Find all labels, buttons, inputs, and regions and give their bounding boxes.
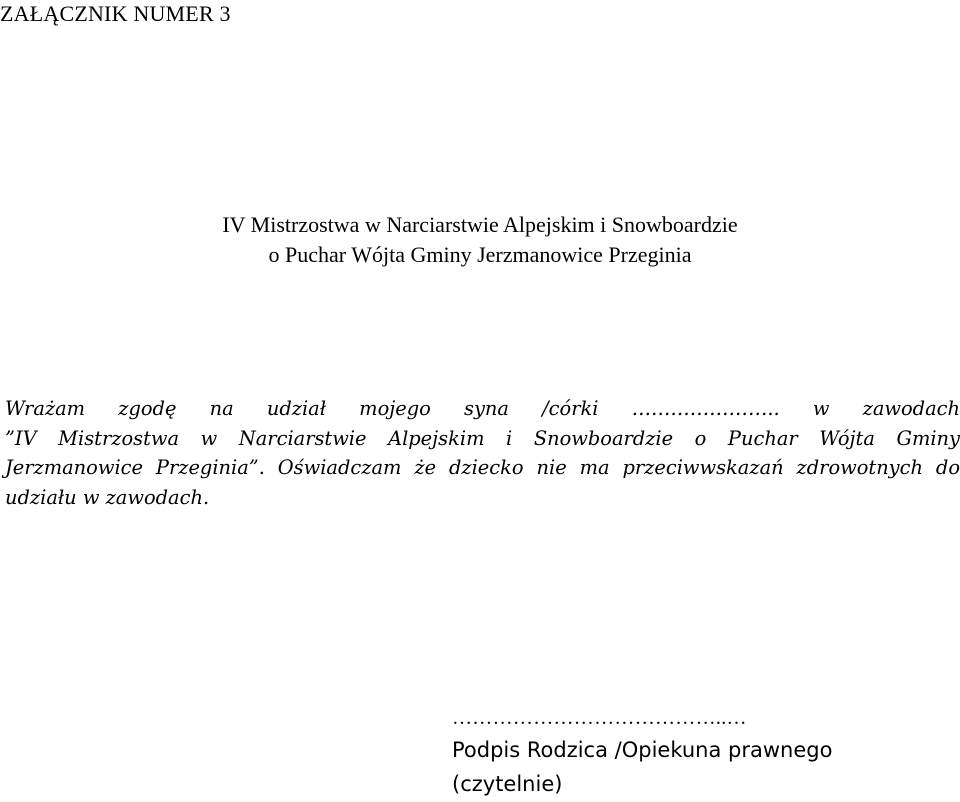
- consent-paragraph: [5, 394, 960, 512]
- signature-block: [452, 703, 832, 801]
- consent-line-4: udziału w zawodach.: [5, 485, 210, 509]
- signature-label: Podpis Rodzica /Opiekuna prawnego: [452, 738, 833, 762]
- consent-line-2: ”IV Mistrzostwa w Narciarstwie Alpejskim i Snowboardzie o Puchar Wójta Gminy: [5, 426, 960, 450]
- signature-legibility-note: (czytelnie): [452, 772, 563, 796]
- title-line-1: IV Mistrzostwa w Narciarstwie Alpejskim i Snowboardzie: [222, 212, 738, 237]
- signature-dotted-line: …………………………………..…: [452, 707, 747, 729]
- title-line-2: o Puchar Wójta Gminy Jerzmanowice Przeginia: [268, 242, 692, 267]
- document-title: [0, 210, 960, 270]
- consent-line-3: Jerzmanowice Przeginia”. Oświadczam że dziecko nie ma przeciwwskazań zdrowotnych do: [5, 456, 960, 479]
- annex-heading: ZAŁĄCZNIK NUMER 3: [0, 1, 231, 26]
- consent-line-1: Wrażam zgodę na udział mojego syna /córki ………………….. w zawodach: [5, 397, 960, 420]
